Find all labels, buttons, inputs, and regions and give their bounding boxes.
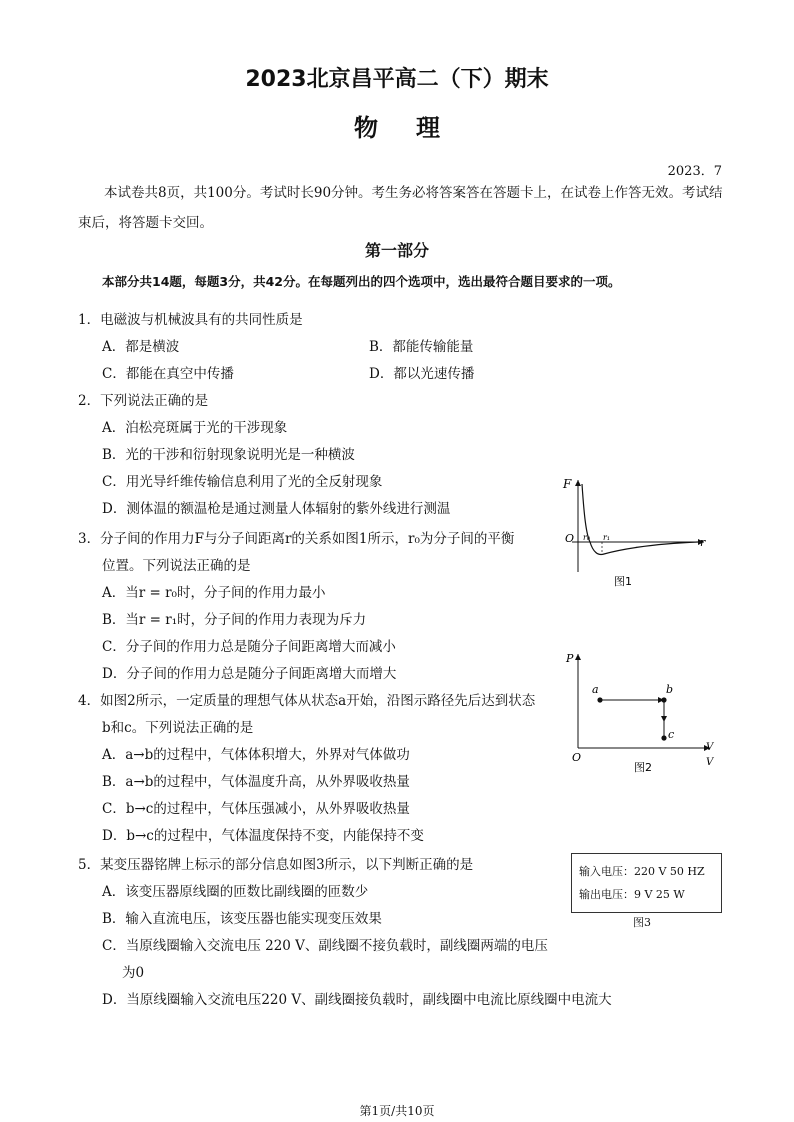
fig2-point-a: [597, 697, 602, 702]
fig1-origin: O: [565, 532, 575, 545]
q2-option-b: B．光的干涉和衍射现象说明光是一种横波: [102, 447, 355, 463]
fig2-x-label: V: [706, 742, 714, 753]
fig2-point-b: [661, 697, 666, 702]
page-title: 2023北京昌平高二（下）期末: [245, 67, 549, 92]
q3-option-b: B．当r = r₁时，分子间的作用力表现为斥力: [102, 612, 367, 628]
fig1-x-label: r: [700, 536, 706, 549]
q5-stem: 5．某变压器铭牌上标示的部分信息如图3所示，以下判断正确的是: [78, 857, 474, 873]
figure-2: [564, 648, 724, 778]
fig3-input-voltage: 输入电压：220 V 50 HZ: [579, 865, 705, 878]
figure-3-nameplate: [571, 853, 722, 913]
q4-option-b: B．a→b的过程中，气体温度升高，从外界吸收热量: [102, 774, 410, 790]
q1-option-c: C．都能在真空中传播: [102, 366, 234, 382]
q5-option-a: A．该变压器原线圈的匝数比副线圈的匝数少: [102, 884, 369, 900]
q4-stem-2: b和c。下列说法正确的是: [102, 720, 254, 736]
q5-option-c-cont: 为0: [122, 965, 145, 981]
q3-option-a: A．当r = r₀时，分子间的作用力最小: [102, 585, 326, 601]
fig2-label-b: b: [666, 683, 674, 696]
section-instruction: 本部分共14题，每题3分，共42分。在每题列出的四个选项中，选出最符合题目要求的一项。: [102, 274, 621, 289]
subject-title: 物理: [354, 113, 478, 142]
q1-stem: 1．电磁波与机械波具有的共同性质是: [78, 312, 303, 328]
q5-option-b: B．输入直流电压，该变压器也能实现变压效果: [102, 911, 382, 927]
section-title: 第一部分: [364, 241, 429, 260]
fig2-point-c: [661, 735, 666, 740]
q1-option-a: A．都是横波: [102, 339, 180, 355]
fig2-x-label-2: V: [706, 757, 714, 768]
fig2-label-c: c: [668, 728, 675, 741]
fig1-caption: 图1: [614, 575, 632, 588]
fig1-y-label: F: [563, 477, 572, 491]
q2-option-d: D．测体温的额温枪是通过测量人体辐射的紫外线进行测温: [102, 501, 451, 517]
q2-option-c: C．用光导纤维传输信息利用了光的全反射现象: [102, 474, 383, 490]
figure-1: [558, 474, 718, 592]
fig1-r0-label: r₀: [583, 533, 591, 542]
intro-text: 本试卷共8页，共100分。考试时长90分钟。考生务必将答案答在答题卡上，在试卷上作答无效。考试结束后，将答题卡交回。: [78, 185, 723, 231]
fig2-label-a: a: [592, 683, 599, 696]
fig2-caption: 图2: [634, 761, 652, 774]
fig1-force-curve: [582, 484, 698, 555]
page-footer: 第1页/共10页: [359, 1104, 435, 1118]
fig3-output-voltage: 输出电压：9 V 25 W: [579, 888, 685, 901]
q3-stem-1: 3．分子间的作用力F与分子间距离r的关系如图1所示，r₀为分子间的平衡: [78, 531, 515, 547]
q3-option-c: C．分子间的作用力总是随分子间距离增大而减小: [102, 639, 396, 655]
fig3-caption: 图3: [633, 916, 651, 929]
fig1-r1-label: r₁: [603, 533, 611, 542]
exam-date: 2023．7: [667, 164, 722, 179]
q4-option-c: C．b→c的过程中，气体压强减小，从外界吸收热量: [102, 801, 410, 817]
q4-option-d: D．b→c的过程中，气体温度保持不变，内能保持不变: [102, 828, 424, 844]
q3-option-d: D．分子间的作用力总是随分子间距离增大而增大: [102, 666, 397, 682]
fig2-y-label: P: [566, 652, 574, 665]
q5-option-c: C．当原线圈输入交流电压 220 V、副线圈不接负载时，副线圈两端的电压: [102, 938, 548, 954]
q5-option-d: D．当原线圈输入交流电压220 V、副线圈接负载时，副线圈中电流比原线圈中电流大: [102, 992, 612, 1008]
q3-stem-2: 位置。下列说法正确的是: [102, 558, 251, 574]
q2-option-a: A．泊松亮斑属于光的干涉现象: [102, 420, 288, 436]
q4-option-a: A．a→b的过程中，气体体积增大，外界对气体做功: [102, 747, 410, 763]
q1-option-d: D．都以光速传播: [369, 366, 475, 382]
q1-option-b: B．都能传输能量: [369, 339, 474, 355]
q2-stem: 2．下列说法正确的是: [78, 393, 209, 409]
fig2-origin: O: [572, 751, 582, 764]
q4-stem-1: 4．如图2所示，一定质量的理想气体从状态a开始，沿图示路径先后达到状态: [78, 693, 536, 709]
